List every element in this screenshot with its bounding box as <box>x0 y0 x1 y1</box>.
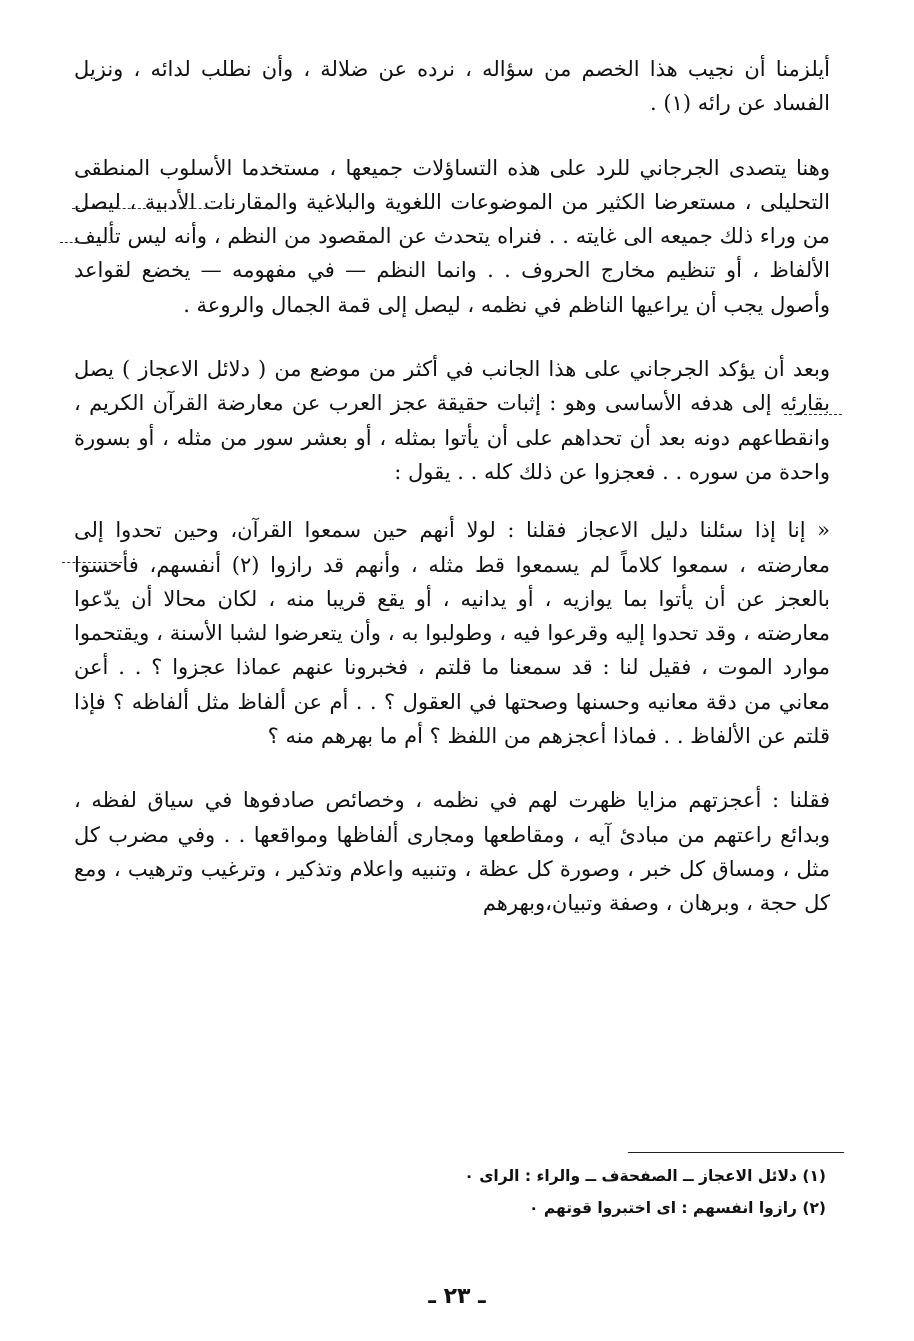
footnote-1: (١) دلائل الاعجاز ــ الصفحةف ــ والراء : الراى ٠ <box>464 1167 826 1185</box>
margin-pencil-mark <box>72 208 232 209</box>
page-number: ـ ٢٣ ـ <box>428 1284 486 1309</box>
paragraph-jurjani-response: وهنا يتصدى الجرجاني للرد على هذه التساؤلات جميعها ، مستخدما الأسلوب المنطقى التحليلى ، مستعرضا الكثير من الموضوعات اللغوية والبلاغية والمقارنات الأدبية ، ليصل من وراء ذلك جميعه الى غايته . . فنراه يتحدث عن المقصود من النظم ، وأنه ليس تأليف الألفاظ ، أو تنظيم مخارج الحروف . . وانما النظم — في مفهومه — يخضع لقواعد وأصول يجب أن يراعيها الناظم في نظمه ، ليصل إلى قمة الجمال والروعة . <box>74 155 830 317</box>
paragraph-inimitability-goal: وبعد أن يؤكد الجرجاني على هذا الجانب في أكثر من موضع من ( دلائل الاعجاز ) يصل بقارئه إلى هدفه الأساسى وهو : إثبات حقيقة عجز العرب عن معارضة القرآن الكريم ، وانقطاعهم دونه بعد أن تحداهم على أن يأتوا بمثله ، أو بعشر سور من مثله ، أو بسورة واحدة من سوره . . فعجزوا عن ذلك كله . . يقول : <box>74 357 830 484</box>
margin-pencil-mark <box>784 414 842 415</box>
page-body <box>74 52 830 921</box>
footnote-divider <box>628 1152 844 1153</box>
paragraph-quotation: « إنا إذا سئلنا دليل الاعجاز فقلنا : لولا أنهم حين سمعوا القرآن، وحين تحدوا إلى معارضته ، سمعوا كلاماً لم يسمعوا قط مثله ، وأنهم قد رازوا (٢) أنفسهم، فأحسوا بالعجز عن أن يأتوا بما يوازيه ، أو يدانيه ، أو يقع قريبا منه ، لكان محالا أن يدّعوا معارضته ، وقد تحدوا إليه وقرعوا فيه ، وطولبوا به ، وأن يتعرضوا لشبا الأسنة ، ويقتحموا موارد الموت ، فقيل لنا : قد سمعنا ما قلتم ، فخبرونا عنهم عماذا عجزوا ؟ . . أعن معاني من دقة معانيه وحسنها وصحتها في العقول ؟ . . أم عن ألفاظ مثل ألفاظه ؟ فإذا قلتم عن الألفاظ . . فماذا أعجزهم من اللفظ ؟ أم ما بهرهم منه ؟ <box>74 518 830 749</box>
footnotes <box>126 1160 826 1224</box>
footnote-2: (٢) رازوا انفسهم : اى اختبروا قوتهم ٠ <box>529 1199 826 1217</box>
margin-pencil-mark <box>62 562 122 563</box>
margin-pencil-mark <box>60 242 116 243</box>
paragraph-opening: أيلزمنا أن نجيب هذا الخصم من سؤاله ، نرده عن ضلالة ، وأن نطلب لدائه ، ونزيل الفساد عن رائه (١) . <box>74 57 830 116</box>
paragraph-answer: فقلنا : أعجزتهم مزايا ظهرت لهم في نظمه ، وخصائص صادفوها في سياق لفظه ، وبدائع راعتهم من مبادئ آيه ، ومقاطعها ومجارى ألفاظها ومواقعها . . وفي مضرب كل مثل ، ومساق كل خبر ، وصورة كل عظة ، وتنبيه واعلام وتذكير ، وترغيب وترهيب ، ومع كل حجة ، وبرهان ، وصفة وتبيان،وبهرهم <box>74 788 830 916</box>
